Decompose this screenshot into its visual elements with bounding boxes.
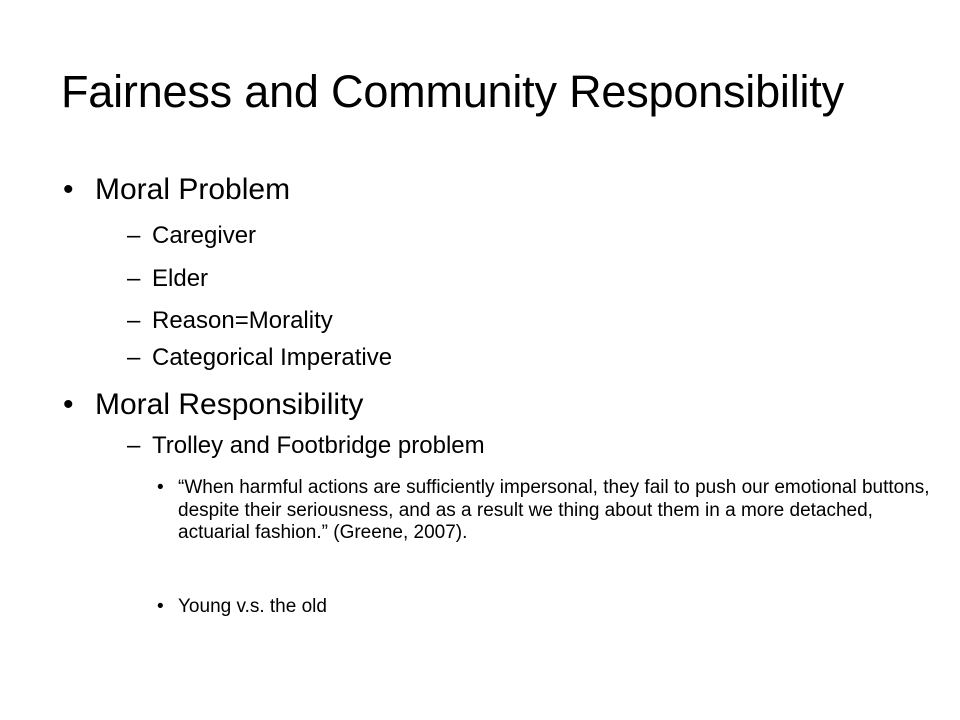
slide-title: Fairness and Community Responsibility <box>61 66 844 117</box>
subitem-reason-morality: Reason=Morality <box>152 307 333 334</box>
dash-icon: – <box>127 222 141 249</box>
subitem-caregiver: Caregiver <box>152 222 257 249</box>
bullet-moral-responsibility: Moral Responsibility <box>95 388 364 421</box>
subitem-categorical-imperative: Categorical Imperative <box>152 344 393 371</box>
subitem-young-vs-old: Young v.s. the old <box>178 596 327 617</box>
subitem-elder: Elder <box>152 265 209 292</box>
dash-icon: – <box>127 344 141 371</box>
bullet-icon: • <box>157 477 164 498</box>
dash-icon: – <box>127 307 141 334</box>
subitem-trolley-footbridge: Trolley and Footbridge problem <box>152 432 485 459</box>
bullet-icon: • <box>157 596 164 617</box>
bullet-icon: • <box>63 388 74 421</box>
quote-greene: “When harmful actions are sufficiently impersonal, they fail to push our emotional buttons, despite their seriousness, and as a result we thing about them in a more detached, actuarial fashion.” (Greene, 2007). <box>178 477 930 543</box>
dash-icon: – <box>127 265 141 292</box>
dash-icon: – <box>127 432 141 459</box>
bullet-moral-problem: Moral Problem <box>95 173 291 206</box>
bullet-icon: • <box>63 173 74 206</box>
